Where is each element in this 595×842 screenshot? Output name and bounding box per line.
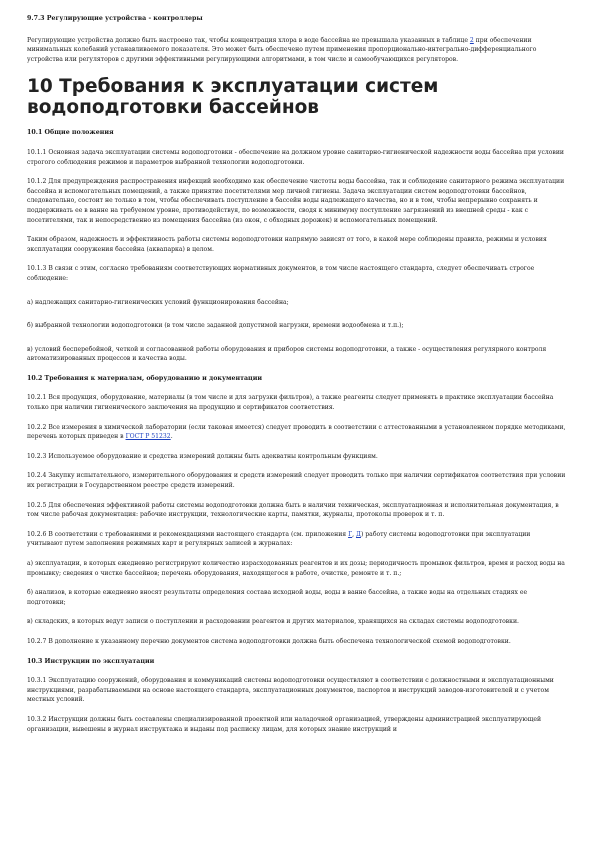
paragraph-10-3-2: 10.3.2 Инструкции должны быть составлены специализированной проектной или наладочной организацией, утверждены администрацией эксплуатирующей организации, вывешены в журнал инструктажа и выданы под расписку лицам, для которых знание инструкций и xyxy=(27,715,542,733)
section-10-1-heading: 10.1 Общие положения xyxy=(27,129,114,137)
paragraph-summary: Таким образом, надежность и эффективность работы системы водоподготовки напрямую зависят от того, в какой мере соблюдены правила, режимы и условия эксплуатации сооружения бассейна (аквапарка) в целом. xyxy=(27,236,547,253)
document-page xyxy=(27,14,567,734)
paragraph-10-2-7: 10.2.7 В дополнение к указанному перечню документов система водоподготовки должна быть обеспечена технологической схемой водоподготовки. xyxy=(27,637,511,645)
section-9-7-3-heading: 9.7.3 Регулирующие устройства - контроллеры xyxy=(27,15,203,22)
list-item-c: в) условий бесперебойной, четкой и согласованной работы оборудования и приборов системы водоподготовки, а также - осуществления регулярного контроля автоматизированных процессов и качества воды. xyxy=(27,345,547,363)
paragraph-10-1-2: 10.1.2 Для предупреждения распространения инфекций необходимо как обеспечение чистоты воды бассейна, так и соблюдение санитарного режима эксплуатации бассейна и вспомогательных помещений, а также принятие посетителями мер личной гигиены. Задача эксплуатации систем водоподготовки бассейнов, следовательно, состоит не только в том, чтобы обеспечивать поступление в бассейн воды надлежащего качества, но и в том, чтобы непрерывно сохранять и поддерживать ее в ванне на требуемом уровне, противодействуя, по возможности, сводя к минимуму поступление загрязнений из внешней среды - как с посетителями, так и непосредственно из помещения бассейна (из окон, с обходных дорожек) и вспомогательных помещений. xyxy=(27,178,565,224)
section-10-2-heading: 10.2 Требования к материалам, оборудованию и документации xyxy=(27,374,263,382)
table-2-link[interactable]: 2 xyxy=(469,36,474,44)
paragraph-10-2-4: 10.2.4 Закупку испытательного, измерительного оборудования и средств измерений следует проводить только при наличии сертификатов соответствия при условии их регистрации в Государственном реестре средств измерений. xyxy=(27,472,566,490)
section-9-7-3-paragraph: Регулирующие устройства должно быть настроено так, чтобы концентрация хлора в воде бассейна не превышала указанных в таблице 2 при обеспечении минимальных колебаний устанавливаемого показателя. Это может быть обеспечено путем применения пропорционально-интегрально-дифференциального устройства или регуляторов с другими эффективными регулирующими алгоритмами, в том числе и самообучающихся регуляторов. xyxy=(27,36,537,63)
paragraph-10-1-3: 10.1.3 В связи с этим, согласно требованиям соответствующих нормативных документов, в том числе настоящего стандарта, следует обеспечивать строгое соблюдение: xyxy=(27,265,535,282)
list-item-b: б) выбранной технологии водоподготовки (в том числе заданной допустимой нагрузки, времени водообмена и т.п.); xyxy=(27,322,404,330)
appendix-g-link[interactable]: Г xyxy=(348,530,353,538)
gost-link[interactable]: ГОСТ Р 51232 xyxy=(125,433,171,441)
journal-item-c: в) складских, в которых ведут записи о поступлении и расходовании реагентов и других материалов, хранящихся на складах системы водоподготовки. xyxy=(27,618,519,626)
paragraph-10-2-6: 10.2.6 В соответствии с требованиями и рекомендациями настоящего стандарта (см. приложения Г, Д) работу системы водоподготовки при эксплуатации учитывают путем заполнения режимных карт и регулярных записей в журналах: xyxy=(27,530,531,548)
paragraph-10-2-1: 10.2.1 Вся продукция, оборудование, материалы (в том числе и для загрузки фильтров), а также реагенты следует применять в практике эксплуатации бассейна только при наличии гигиенического заключения на продукцию и сертификатов соответствия. xyxy=(27,394,554,412)
list-item-a: а) надлежащих санитарно-гигиенических условий функционирования бассейна; xyxy=(27,298,289,306)
journal-item-a: а) эксплуатации, в которых ежедневно регистрируют количество израсходованных реагентов и их дозы; периодичность промывок фильтров, время и расход воды на промывку; сведения о чистке бассейнов; перечень оборудования, находящегося в работе, очистке, ремонте и т. п.; xyxy=(27,560,565,577)
chapter-10-title: 10 Требования к эксплуатации систем водоподготовки бассейнов xyxy=(27,76,439,119)
paragraph-10-2-2: 10.2.2 Все измерения в химической лаборатории (если таковая имеется) следует проводить в соответствии с аттестованными в установленном порядке методиками, перечень которых приведен в ГОСТ Р 51232. xyxy=(27,423,566,441)
paragraph-10-2-3: 10.2.3 Используемое оборудование и средства измерений должны быть адекватны контрольным функциям. xyxy=(27,452,378,460)
journal-item-b: б) анализов, в которые ежедневно вносят результаты определения состава исходной воды, воды в ванне бассейна, а также воды на отдельных стадиях ее подготовки; xyxy=(27,589,528,606)
section-10-3-heading: 10.3 Инструкции по эксплуатации xyxy=(27,657,155,665)
paragraph-10-1-1: 10.1.1 Основная задача эксплуатации системы водоподготовки - обеспечение на должном уровне санитарно-гигиенической надежности воды бассейна при условии строгого соблюдения режимов и параметров выбранной технологии водоподготовки. xyxy=(27,148,564,166)
appendix-d-link[interactable]: Д xyxy=(356,530,361,538)
paragraph-10-3-1: 10.3.1 Эксплуатацию сооружений, оборудования и коммуникаций системы водоподготовки осуществляют в соответствии с должностными и эксплуатационными инструкциями, разрабатываемыми на основе настоящего стандарта, эксплуатационных документов, паспортов и инструкций заводов-изготовителей и с учетом местных условий. xyxy=(27,677,554,704)
paragraph-10-2-5: 10.2.5 Для обеспечения эффективной работы системы водоподготовки должна быть в наличии техническая, эксплуатационная и исполнительная документация, в том числе рабочая документация: рабочие инструкции, технологические карты, памятки, журналы, протоколы проверок и т. п. xyxy=(27,501,559,519)
